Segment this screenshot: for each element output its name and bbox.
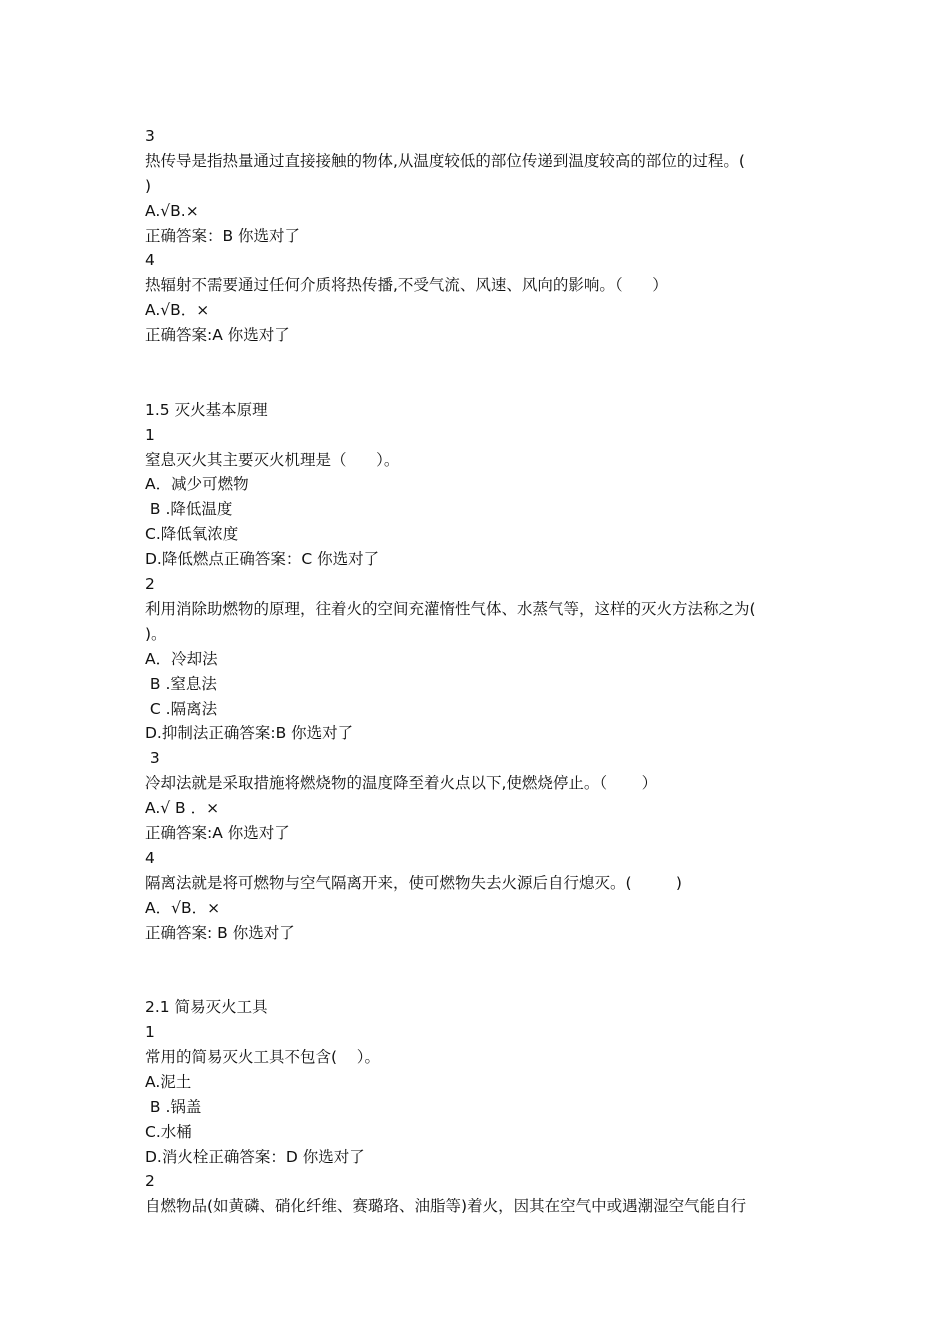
option-a: A.泥土: [145, 1072, 192, 1091]
option-c: C.降低氧浓度: [145, 525, 239, 544]
correct-answer: 正确答案:A 你选对了: [145, 326, 290, 345]
option-b: B .窒息法: [145, 674, 217, 693]
option-d-and-answer: D.降低燃点正确答案：C 你选对了: [145, 550, 380, 569]
answer-options: A.√B．×: [145, 301, 210, 320]
correct-answer: 正确答案:A 你选对了: [145, 823, 290, 842]
option-c: C .隔离法: [145, 699, 218, 718]
correct-answer: 正确答案：B 你选对了: [145, 226, 301, 245]
answer-options: A.√ B ．×: [145, 799, 220, 818]
question-number: 1: [145, 425, 155, 444]
correct-answer: 正确答案: B 你选对了: [145, 923, 295, 942]
question-number: 1: [145, 1023, 155, 1042]
question-text: 窒息灭火其主要灭火机理是（ ）。: [145, 450, 400, 469]
section-spacer: [145, 945, 815, 995]
question-text: 冷却法就是采取措施将燃烧物的温度降至着火点以下,使燃烧停止。（ ）: [145, 774, 658, 793]
question-number: 4: [145, 848, 155, 867]
question-text: 常用的简易灭火工具不包含( ）。: [145, 1047, 381, 1066]
section-heading: 1.5 灭火基本原理: [145, 400, 268, 419]
option-d-and-answer: D.消火栓正确答案：D 你选对了: [145, 1147, 365, 1166]
question-text-continued: )。: [145, 624, 167, 643]
question-number: 2: [145, 575, 155, 594]
section-heading: 2.1 简易灭火工具: [145, 998, 268, 1017]
question-text: 热传导是指热量通过直接接触的物体,从温度较低的部位传递到温度较高的部位的过程。(: [145, 151, 745, 170]
question-number: 3: [145, 749, 160, 768]
question-text-continued: ): [145, 176, 152, 195]
question-text: 隔离法就是将可燃物与空气隔离开来，使可燃物失去火源后自行熄灭。( ): [145, 873, 682, 892]
question-text: 利用消除助燃物的原理，往着火的空间充灌惰性气体、水蒸气等，这样的灭火方法称之为(: [145, 599, 756, 618]
question-number: 2: [145, 1172, 155, 1191]
question-number: 3: [145, 127, 155, 145]
option-a: A．减少可燃物: [145, 475, 249, 494]
option-b: B .降低温度: [145, 500, 233, 519]
question-number: 4: [145, 251, 155, 270]
option-b: B .锅盖: [145, 1097, 202, 1116]
question-text: 自燃物品(如黄磷、硝化纤维、赛璐珞、油脂等)着火，因其在空气中或遇潮湿空气能自行: [145, 1197, 747, 1216]
section-spacer: [145, 348, 815, 398]
document-body: [145, 124, 815, 1219]
option-c: C.水桶: [145, 1122, 192, 1141]
answer-options: A.√B.×: [145, 201, 199, 220]
answer-options: A．√B．×: [145, 898, 221, 917]
option-a: A．冷却法: [145, 649, 218, 668]
question-text: 热辐射不需要通过任何介质将热传播,不受气流、风速、风向的影响。（ ）: [145, 276, 668, 295]
option-d-and-answer: D.抑制法正确答案:B 你选对了: [145, 724, 354, 743]
